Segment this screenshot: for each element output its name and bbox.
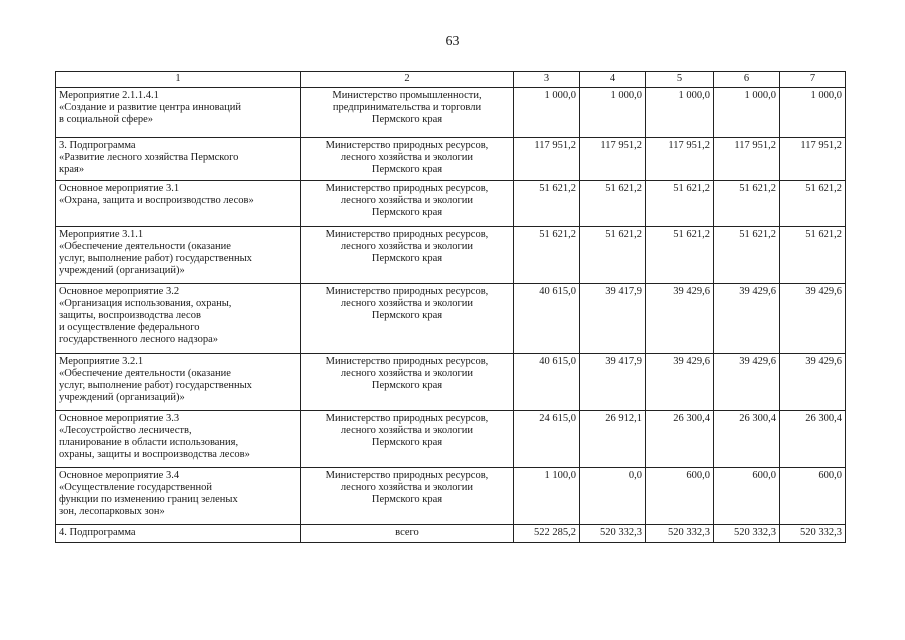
value-cell: 39 429,6	[714, 354, 780, 411]
value-cell: 26 300,4	[780, 411, 846, 468]
executor-cell: Министерство природных ресурсов, лесного хозяйства и экологии Пермского края	[301, 411, 514, 468]
value-cell: 40 615,0	[514, 354, 580, 411]
value-cell: 522 285,2	[514, 525, 580, 543]
value-cell: 520 332,3	[714, 525, 780, 543]
value-cell: 117 951,2	[646, 138, 714, 181]
activity-name-cell: Основное мероприятие 3.3 «Лесоустройство лесничеств, планирование в области использования, охраны, защиты и воспроизводства лесов»	[56, 411, 301, 468]
value-cell: 51 621,2	[780, 227, 846, 284]
column-header: 7	[780, 72, 846, 88]
value-cell: 39 429,6	[714, 284, 780, 354]
table-row	[56, 138, 846, 181]
executor-cell: Министерство природных ресурсов, лесного хозяйства и экологии Пермского края	[301, 284, 514, 354]
value-cell: 1 000,0	[646, 88, 714, 138]
value-cell: 39 417,9	[580, 284, 646, 354]
table-row	[56, 411, 846, 468]
value-cell: 39 417,9	[580, 354, 646, 411]
value-cell: 520 332,3	[780, 525, 846, 543]
executor-cell: всего	[301, 525, 514, 543]
activity-name-cell: Основное мероприятие 3.4 «Осуществление государственной функции по изменению границ зеленых зон, лесопарковых зон»	[56, 468, 301, 525]
value-cell: 117 951,2	[714, 138, 780, 181]
value-cell: 1 000,0	[580, 88, 646, 138]
value-cell: 51 621,2	[646, 227, 714, 284]
value-cell: 51 621,2	[514, 181, 580, 227]
executor-cell: Министерство природных ресурсов, лесного хозяйства и экологии Пермского края	[301, 354, 514, 411]
value-cell: 600,0	[646, 468, 714, 525]
value-cell: 1 000,0	[514, 88, 580, 138]
activity-name-cell: Основное мероприятие 3.2 «Организация использования, охраны, защиты, воспроизводства лесов и осуществление федерального государственного лесного надзора»	[56, 284, 301, 354]
header-row	[56, 72, 846, 88]
value-cell: 26 300,4	[714, 411, 780, 468]
value-cell: 51 621,2	[714, 181, 780, 227]
value-cell: 51 621,2	[646, 181, 714, 227]
activity-name-cell: Мероприятие 3.2.1 «Обеспечение деятельности (оказание услуг, выполнение работ) государственных учреждений (организаций)»	[56, 354, 301, 411]
budget-table	[55, 71, 846, 543]
column-header: 3	[514, 72, 580, 88]
value-cell: 600,0	[714, 468, 780, 525]
value-cell: 51 621,2	[714, 227, 780, 284]
value-cell: 24 615,0	[514, 411, 580, 468]
executor-cell: Министерство природных ресурсов, лесного хозяйства и экологии Пермского края	[301, 138, 514, 181]
value-cell: 51 621,2	[514, 227, 580, 284]
page-number: 63	[445, 34, 460, 49]
value-cell: 1 100,0	[514, 468, 580, 525]
value-cell: 1 000,0	[714, 88, 780, 138]
value-cell: 117 951,2	[580, 138, 646, 181]
value-cell: 117 951,2	[514, 138, 580, 181]
value-cell: 0,0	[580, 468, 646, 525]
table-row	[56, 181, 846, 227]
executor-cell: Министерство природных ресурсов, лесного хозяйства и экологии Пермского края	[301, 181, 514, 227]
activity-name-cell: Мероприятие 2.1.1.4.1 «Создание и развитие центра инноваций в социальной сфере»	[56, 88, 301, 138]
value-cell: 26 300,4	[646, 411, 714, 468]
value-cell: 39 429,6	[780, 284, 846, 354]
value-cell: 520 332,3	[580, 525, 646, 543]
table-row	[56, 227, 846, 284]
column-header: 2	[301, 72, 514, 88]
column-header: 1	[56, 72, 301, 88]
value-cell: 520 332,3	[646, 525, 714, 543]
column-header: 6	[714, 72, 780, 88]
value-cell: 600,0	[780, 468, 846, 525]
activity-name-cell: 4. Подпрограмма	[56, 525, 301, 543]
column-header: 4	[580, 72, 646, 88]
value-cell: 1 000,0	[780, 88, 846, 138]
value-cell: 40 615,0	[514, 284, 580, 354]
activity-name-cell: Мероприятие 3.1.1 «Обеспечение деятельности (оказание услуг, выполнение работ) государственных учреждений (организаций)»	[56, 227, 301, 284]
table-row	[56, 354, 846, 411]
table-row	[56, 284, 846, 354]
value-cell: 26 912,1	[580, 411, 646, 468]
activity-name-cell: 3. Подпрограмма «Развитие лесного хозяйства Пермского края»	[56, 138, 301, 181]
value-cell: 39 429,6	[780, 354, 846, 411]
table-row	[56, 88, 846, 138]
executor-cell: Министерство природных ресурсов, лесного хозяйства и экологии Пермского края	[301, 227, 514, 284]
executor-cell: Министерство природных ресурсов, лесного хозяйства и экологии Пермского края	[301, 468, 514, 525]
table-row	[56, 525, 846, 543]
value-cell: 51 621,2	[780, 181, 846, 227]
value-cell: 51 621,2	[580, 227, 646, 284]
value-cell: 39 429,6	[646, 284, 714, 354]
value-cell: 39 429,6	[646, 354, 714, 411]
activity-name-cell: Основное мероприятие 3.1 «Охрана, защита и воспроизводство лесов»	[56, 181, 301, 227]
column-header: 5	[646, 72, 714, 88]
table-row	[56, 468, 846, 525]
value-cell: 51 621,2	[580, 181, 646, 227]
executor-cell: Министерство промышленности, предпринимательства и торговли Пермского края	[301, 88, 514, 138]
value-cell: 117 951,2	[780, 138, 846, 181]
